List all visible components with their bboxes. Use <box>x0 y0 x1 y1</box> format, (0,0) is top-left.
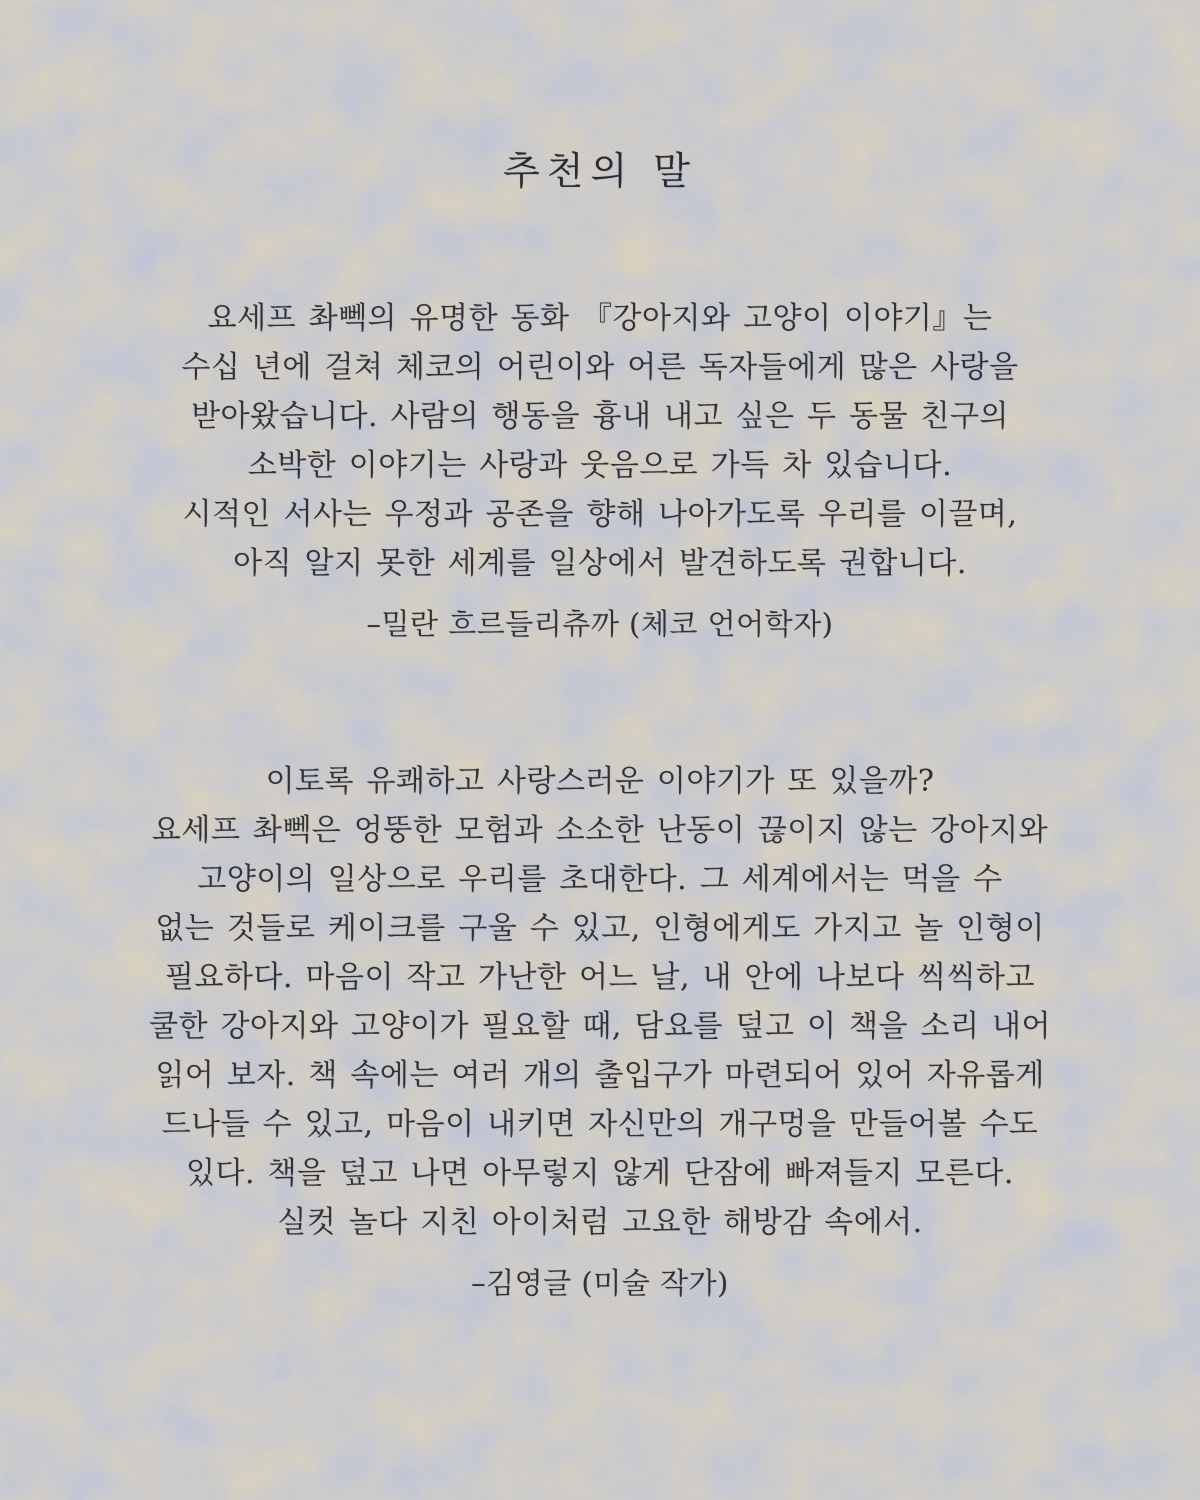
blurb-line: 요세프 촤뻭의 유명한 동화 『강아지와 고양이 이야기』는 <box>207 301 993 336</box>
blurb-line: 고양이의 일상으로 우리를 초대한다. 그 세계에서는 먹을 수 <box>197 862 1003 897</box>
blurb-first <box>100 294 1100 588</box>
blurb-line: 실컷 놀다 지친 아이처럼 고요한 해방감 속에서. <box>277 1205 923 1240</box>
page-title: 추천의 말 <box>503 149 697 193</box>
blurb-line: 요세프 촤뻭은 엉뚱한 모험과 소소한 난동이 끊이지 않는 강아지와 <box>151 813 1049 848</box>
blurb-attribution: –밀란 흐르들리츄까 (체코 언어학자) <box>366 607 834 641</box>
blurb-line: 수십 년에 걸쳐 체코의 어린이와 어른 독자들에게 많은 사랑을 <box>181 350 1019 385</box>
blurb-line: 아직 알지 못한 세계를 일상에서 발견하도록 권합니다. <box>233 546 967 581</box>
blurb-line: 받아왔습니다. 사람의 행동을 흉내 내고 싶은 두 동물 친구의 <box>191 399 1009 434</box>
blurb-line: 필요하다. 마음이 작고 가난한 어느 날, 내 안에 나보다 씩씩하고 <box>165 960 1035 995</box>
blurb-attribution: –김영글 (미술 작가) <box>471 1266 729 1300</box>
blurb-second <box>100 757 1100 1247</box>
blurb-line: 쿨한 강아지와 고양이가 필요할 때, 담요를 덮고 이 책을 소리 내어 <box>149 1009 1051 1044</box>
blurb-line: 있다. 책을 덮고 나면 아무렇지 않게 단잠에 빠져들지 모른다. <box>186 1156 1014 1191</box>
blurb-line: 읽어 보자. 책 속에는 여러 개의 출입구가 마련되어 있어 자유롭게 <box>155 1058 1045 1093</box>
blurb-line: 드나들 수 있고, 마음이 내키면 자신만의 개구멍을 만들어볼 수도 <box>161 1107 1039 1142</box>
blurb-line: 없는 것들로 케이크를 구울 수 있고, 인형에게도 가지고 놀 인형이 <box>155 911 1045 946</box>
blurb-line: 시적인 서사는 우정과 공존을 향해 나아가도록 우리를 이끌며, <box>182 497 1018 532</box>
page-content <box>100 0 1100 1308</box>
blurb-line: 소박한 이야기는 사랑과 웃음으로 가득 차 있습니다. <box>247 448 953 483</box>
blurb-line: 이토록 유쾌하고 사랑스러운 이야기가 또 있을까? <box>265 764 935 799</box>
